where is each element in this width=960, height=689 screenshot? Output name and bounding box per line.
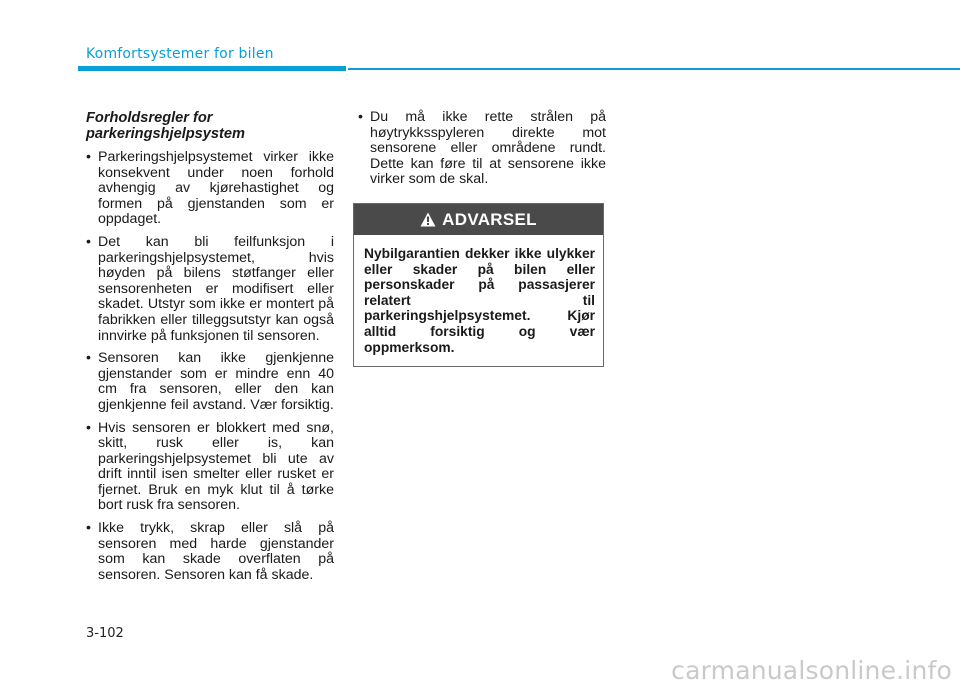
list-item: • Hvis sensoren er blokkert med snø, skitt, rusk eller is, kan parkeringshjelpsystemet bli ute av drift inntil isen smelter eller rusket er fjernet. Bruk en myk klut til å tørke bort rusk fra sensoren. (86, 421, 334, 515)
header-rule-thick (78, 66, 346, 71)
list-item: • Parkeringshjelpsystemet virker ikke konsekvent under noen forhold avhengig av kjørehastighet og formen på gjenstanden som er oppdaget. (86, 150, 334, 228)
section-heading: Forholdsregler for parkeringshjelpsystem (86, 110, 245, 142)
precaution-list (86, 150, 334, 583)
list-item: • Sensoren kan ikke gjenkjenne gjenstander som er mindre enn 40 cm fra sensoren, eller den kan gjenkjenne feil avstand. Vær forsiktig. (86, 351, 334, 413)
left-column (86, 110, 334, 590)
section-title: Komfortsystemer for bilen (86, 46, 274, 62)
watermark: carmanualsonline.info (671, 656, 952, 685)
list-item: • Ikke trykk, skrap eller slå på sensoren med harde gjenstander som kan skade overflaten på sensoren. Sensoren kan få skade. (86, 521, 334, 583)
page-number: 3-102 (86, 626, 124, 641)
warning-triangle-icon (420, 212, 436, 227)
right-column (358, 110, 606, 195)
precaution-list-continued (358, 110, 606, 188)
list-item: • Det kan bli feilfunksjon i parkeringshjelpsystemet, hvis høyden på bilens støtfanger eller sensorenheten er modifisert eller skadet. Utstyr som ikke er montert på fabrikken eller tilleggsutstyr kan også innvirke på funksjonen til sensoren. (86, 235, 334, 344)
warning-header (354, 204, 603, 235)
warning-text: Nybilgarantien dekker ikke ulykker eller skader på bilen eller personskader på passasjerer relatert til parkeringshjelpsystemet. Kjør alltid forsiktig og vær oppmerksom. (364, 246, 595, 355)
warning-title: ADVARSEL (442, 209, 537, 229)
list-item: • Du må ikke rette strålen på høytrykksspyleren direkte mot sensorene eller områdene rundt. Dette kan føre til at sensorene ikke virker som de skal. (358, 110, 606, 188)
warning-box (353, 203, 604, 367)
header-rule-thin (348, 68, 960, 70)
